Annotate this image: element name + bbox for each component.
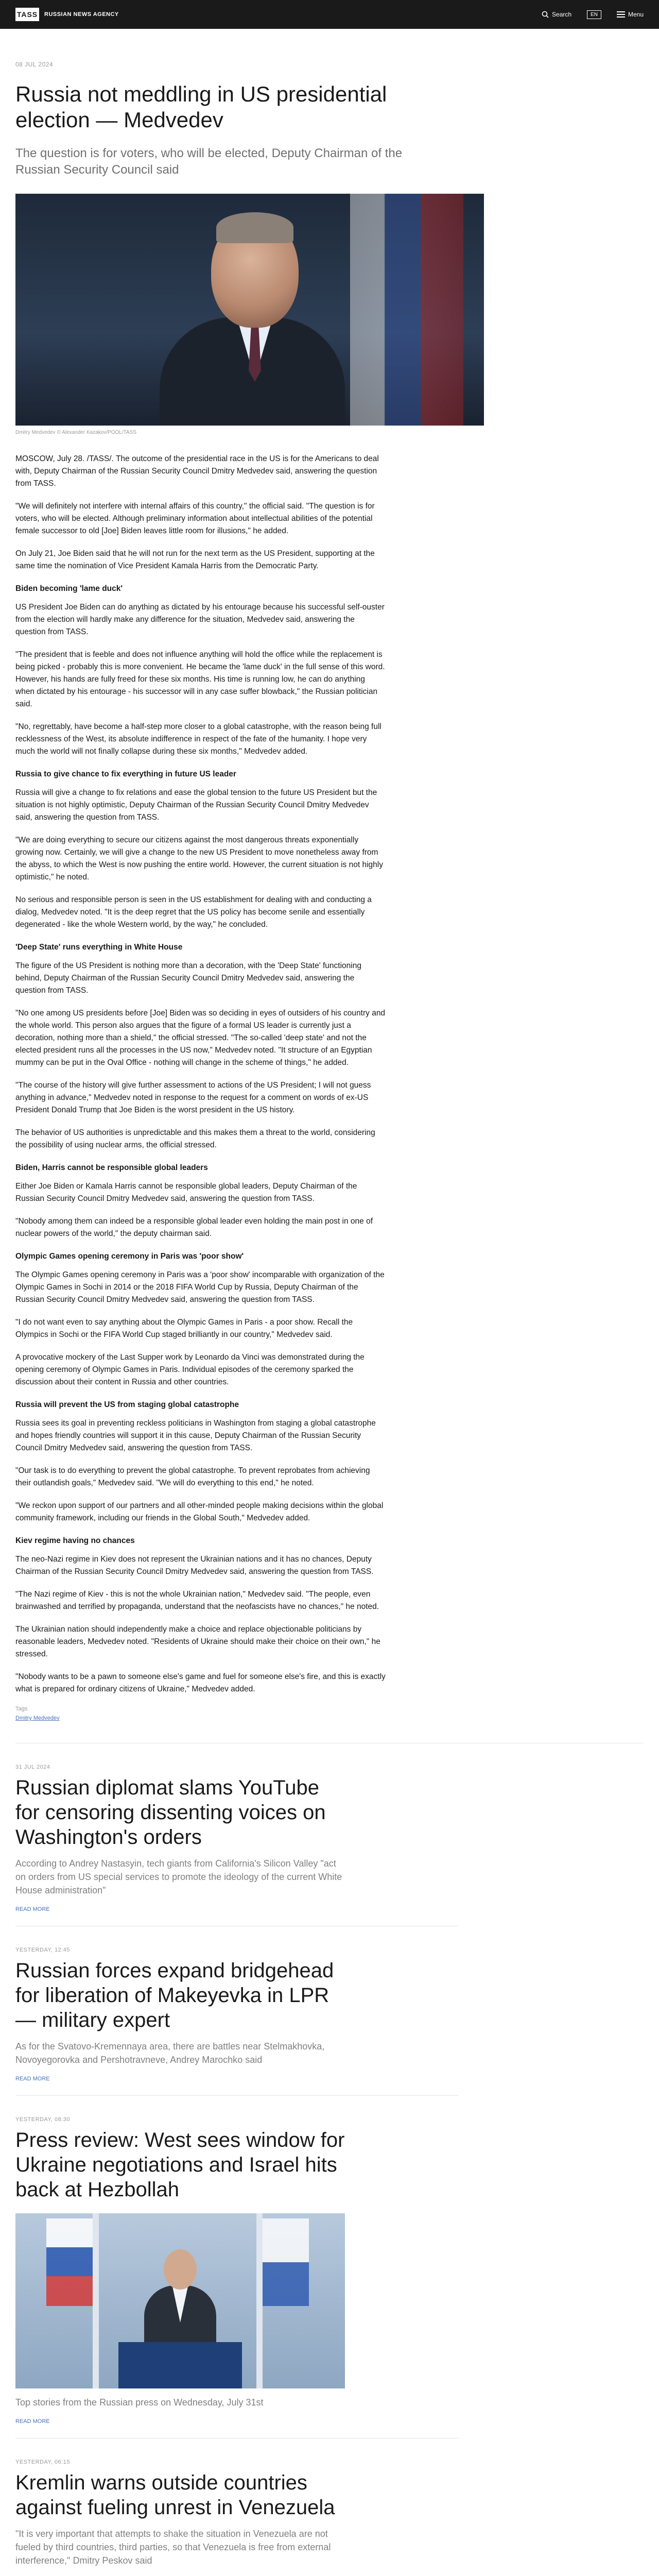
feed-summary: Top stories from the Russian press on Wednesday, July 31st [15, 2397, 264, 2408]
section-heading: 'Deep State' runs everything in White House [15, 943, 183, 952]
tags-label: Tags [15, 1706, 28, 1712]
lectern [118, 2342, 242, 2388]
section-heading: Biden becoming 'lame duck' [15, 584, 123, 593]
article-paragraph: "No, regrettably, have become a half-step more closer to a global catastrophe, with the reason being full recklessness of the West, its absolute indifference in respect of the fate of the humanity. I hope very much the world will not finally collapse during these six months," Medvedev added. [15, 722, 381, 756]
flag-icon [46, 2218, 93, 2306]
article-paragraph: The figure of the US President is nothing more than a decoration, with the 'Deep State' functioning behind, Deputy Chairman of the Russian Security Council Dmitry Medvedev said, answering the question from TASS. [15, 961, 361, 995]
feed-date: YESTERDAY, 12:45 [15, 1947, 71, 1953]
article-paragraph: MOSCOW, July 28. /TASS/. The outcome of the presidential race in the US is for the Americans to deal with, Deputy Chairman of the Russian Security Council Dmitry Medvedev said, answering the question from TASS. [15, 454, 379, 488]
search-button[interactable] [542, 11, 571, 18]
feed-summary: According to Andrey Nastasyin, tech giants from California's Silicon Valley "act on orders from US special services to promote the ideology of the current White House administration" [15, 1858, 342, 1895]
article-paragraph: Either Joe Biden or Kamala Harris cannot be responsible global leaders, Deputy Chairman of the Russian Security Council Dmitry Medvedev said, answering the question from TASS. [15, 1182, 357, 1203]
article-paragraph: "The Nazi regime of Kiev - this is not the whole Ukrainian nation," Medvedev said. "The people, even brainwashed and terrified by propaganda, understand that the neofascists have no chances," he noted. [15, 1590, 379, 1611]
article-paragraph: No serious and responsible person is seen in the US establishment for dealing with and conducting a dialog, Medvedev noted. "It is the deep regret that the US policy has become senile and essentially degenerated - like the whole Western world, by the way," he concluded. [15, 895, 372, 929]
article-body [15, 453, 386, 1696]
article-paragraph: "Nobody among them can indeed be a responsible global leader even holding the main post in one of nuclear powers of the world," the deputy chairman said. [15, 1217, 373, 1238]
tags-block [15, 1706, 659, 1722]
read-more-link[interactable]: READ MORE [15, 2418, 50, 2425]
person-portrait [160, 214, 345, 426]
photo-caption: Dmitry Medvedev © Alexander Kazakov/POOL/TASS [15, 430, 137, 435]
article-date: 08 JUL 2024 [15, 61, 54, 68]
flag-icon [263, 2218, 309, 2306]
article-paragraph: "Nobody wants to be a pawn to someone else's game and fuel for someone else's fire, and this is exactly what is prepared for ordinary citizens of Ukraine," Medvedev added. [15, 1672, 386, 1693]
menu-label: Menu [628, 11, 644, 18]
site-label: RUSSIAN NEWS AGENCY [44, 11, 119, 18]
news-feed [0, 1764, 659, 2576]
menu-button[interactable] [617, 11, 644, 18]
article-paragraph: On July 21, Joe Biden said that he will not run for the next term as the US President, supporting at the same time the nomination of Vice President Kamala Harris from the Democratic Party. [15, 549, 375, 570]
article-paragraph: "I do not want even to say anything about the Olympic Games in Paris - a poor show. Recall the Olympics in Sochi or the FIFA World Cup staged brilliantly in our country," Medvedev said. [15, 1318, 353, 1339]
article-paragraph: Russia sees its goal in preventing reckless politicians in Washington from staging a global catastrophe and hopes friendly countries will support it in this cause, Deputy Chairman of the Russian Security Council Dmitry Medvedev said, answering the question from TASS. [15, 1419, 376, 1452]
section-heading: Russia will prevent the US from staging global catastrophe [15, 1400, 239, 1409]
language-switch[interactable] [587, 10, 601, 19]
feed-date: YESTERDAY, 06:15 [15, 2459, 71, 2465]
article-paragraph: US President Joe Biden can do anything as dictated by his entourage because his successful self-ouster from the election will hardly make any difference for the situation, Medvedev said, answering the question from TASS. [15, 603, 385, 636]
read-more-link[interactable]: READ MORE [15, 2076, 50, 2082]
section-heading: Kiev regime having no chances [15, 1536, 135, 1545]
section-heading: Olympic Games opening ceremony in Paris was 'poor show' [15, 1252, 244, 1261]
language-label: EN [587, 10, 601, 19]
article-paragraph: Russia will give a change to fix relations and ease the global tension to the future US President but the situation is not highly optimistic, Deputy Chairman of the Russian Security Council Dmitry Medvedev said, answering the question from TASS. [15, 788, 377, 822]
search-label: Search [552, 11, 572, 18]
article-paragraph: The Ukrainian nation should independently make a choice and replace objectionable politicians by reasonable leaders, Medvedev noted. "Residents of Ukraine should make their choice on their own," he stressed. [15, 1625, 380, 1658]
feed-title[interactable]: Press review: West sees window for Ukraine negotiations and Israel hits back at Hezbollah [15, 2129, 345, 2201]
tag-link[interactable]: Dmitry Medvedev [15, 1715, 60, 1721]
feed-summary: "It is very important that attempts to shake the situation in Venezuela are not fueled by third countries, third parties, so that Venezuela is free from external interference," Dmitry Peskov said [15, 2529, 331, 2566]
article-paragraph: "The president that is feeble and does not influence anything will hold the office while the replacement is being picked - probably this is more convenient. He became the 'lame duck' in the full sense of this word. However, his hands are fully freed for these six months. His time is running low, he can do anything when dictated by his entourage - his successor will in any case suffer blowback," the Russian politician said. [15, 650, 385, 708]
feed-title[interactable]: Kremlin warns outside countries against fueling unrest in Venezuela [15, 2471, 335, 2519]
feed-title[interactable]: Russian diplomat slams YouTube for censoring dissenting voices on Washington's orders [15, 1776, 326, 1849]
feed-card[interactable] [15, 2116, 458, 2438]
article-paragraph: "Our task is to do everything to prevent the global catastrophe. To prevent reprobates from achieving their outlandish goals," Medvedev said. "We will do everything to this end," he noted. [15, 1466, 370, 1487]
feed-photo [15, 2213, 345, 2388]
article-paragraph: The Olympic Games opening ceremony in Paris was a 'poor show' incomparable with organization of the Olympic Games in Sochi in 2014 or the 2018 FIFA World Cup by Russia, Deputy Chairman of the Russian Security Council Dmitry Medvedev said, answering the question from TASS. [15, 1270, 385, 1304]
article-title: Russia not meddling in US presidential election — Medvedev [15, 82, 387, 132]
article-paragraph: "We will definitely not interfere with internal affairs of this country," the official said. "The question is for voters, who will be elected. Although preliminary information about intellectual abilities of the potential female successor to old [Joe] Biden leaves little room for illusions," he added. [15, 502, 375, 535]
section-heading: Russia to give chance to fix everything in future US leader [15, 770, 236, 778]
article-paragraph: The behavior of US authorities is unpredictable and this makes them a threat to the world, considering the possibility of using nuclear arms, the official stressed. [15, 1128, 375, 1149]
tass-logo[interactable]: TASS [15, 8, 39, 21]
search-icon [542, 11, 549, 18]
menu-icon [617, 11, 625, 18]
top-bar [0, 0, 659, 29]
feed-summary: As for the Svatovo-Kremennaya area, there are battles near Stelmakhovka, Novoyegorovka and Pershotravneve, Andrey Marochko said [15, 2041, 325, 2065]
article-paragraph: A provocative mockery of the Last Supper work by Leonardo da Vinci was demonstrated during the opening ceremony of Olympic Games in Paris. Individual episodes of the ceremony sparked the discussion about their content in Russia and other countries. [15, 1353, 365, 1386]
feed-card[interactable] [15, 2459, 458, 2576]
read-more-link[interactable]: READ MORE [15, 1906, 50, 1912]
article-paragraph: "We reckon upon support of our partners and all other-minded people making decisions within the global community framework, including our friends in the Global South," Medvedev added. [15, 1501, 384, 1522]
article-lead: The question is for voters, who will be elected, Deputy Chairman of the Russian Security Council said [15, 146, 403, 177]
article-paragraph: "We are doing everything to secure our citizens against the most dangerous threats exponentially growing now. Certainly, we will give a change to the new US President to move nonetheless away from the abyss, to which the West is now pushing the entire world. However, the current situation is not highly optimistic," he noted. [15, 836, 383, 882]
section-heading: Biden, Harris cannot be responsible global leaders [15, 1163, 208, 1172]
feed-date: 31 JUL 2024 [15, 1764, 50, 1770]
top-actions [542, 10, 644, 19]
flag-background [350, 194, 463, 426]
feed-card[interactable] [15, 1947, 458, 2096]
article-paragraph: "No one among US presidents before [Joe] Biden was so deciding in eyes of outsiders of his country and the whole world. This person also argues that the figure of a formal US leader is currently just a decoration, nothing more than a shield," the official stressed. "The so-called 'deep state' and not the elected president runs all the processes in the US now," Medvedev noted. "It structure of an Egyptian mummy can be put in the Oval Office - nothing will change in the scheme of things," he added. [15, 1009, 386, 1067]
article [0, 61, 659, 1743]
article-photo [15, 194, 484, 426]
article-paragraph: The neo-Nazi regime in Kiev does not represent the Ukrainian nations and it has no chances, Deputy Chairman of the Russian Security Council Dmitry Medvedev said, answering the question from TASS. [15, 1555, 374, 1576]
feed-title[interactable]: Russian forces expand bridgehead for liberation of Makeyevka in LPR — military expert [15, 1959, 334, 2031]
article-paragraph: "The course of the history will give further assessment to actions of the US President; I will not guess anything in advance," Medvedev noted in response to the request for a comment on words of ex-US President Donald Trump that Joe Biden is the worst president in the US history. [15, 1081, 371, 1114]
feed-date: YESTERDAY, 08:30 [15, 2116, 71, 2123]
feed-card[interactable] [15, 1764, 458, 1926]
